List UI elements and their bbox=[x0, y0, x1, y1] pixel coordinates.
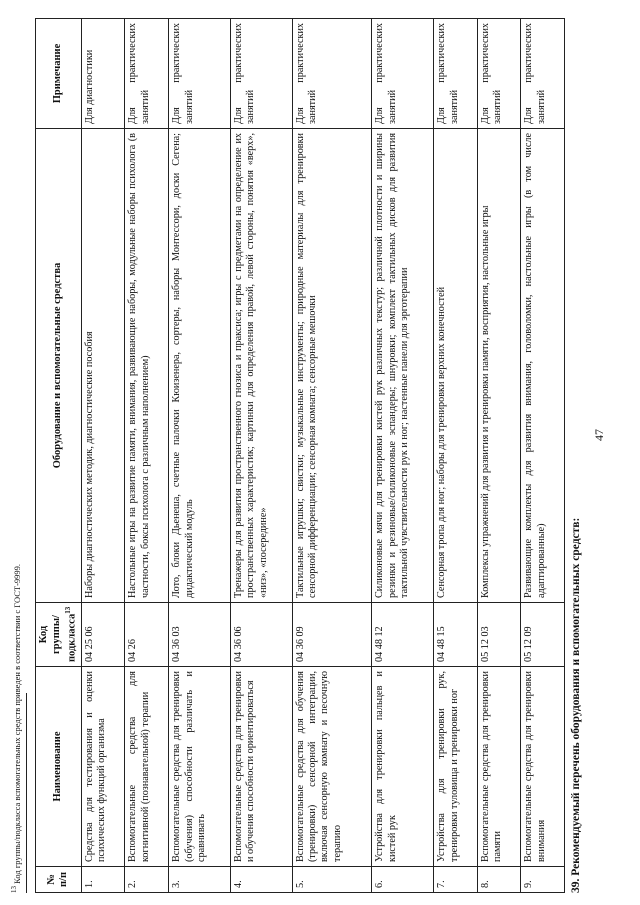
equipment-table bbox=[35, 18, 565, 893]
table-row bbox=[292, 19, 372, 893]
cell-note: Для практических занятий bbox=[125, 19, 169, 129]
page-number: 47 bbox=[592, 429, 606, 441]
table-row bbox=[230, 19, 292, 893]
cell-equipment: Тренажеры для развития пространственного гнозиса и праксиса; игры с предметами на определение их пространственных характеристик; картинки для определения правой, левой стороны, понятия «верх», «низ», «посередине» bbox=[230, 129, 292, 603]
header-num: № п/п bbox=[36, 867, 82, 893]
table-row bbox=[477, 19, 521, 893]
cell-name: Вспомогательные средства для тренировки памяти bbox=[477, 667, 521, 867]
header-code bbox=[36, 603, 82, 667]
cell-name: Вспомогательные средства для обучения (тренировки) сенсорной интеграции, включая сенсорную комнату и песочную терапию bbox=[292, 667, 372, 867]
cell-name: Устройства для тренировки рук, тренировки туловища и тренировки ног bbox=[434, 667, 478, 867]
table-row bbox=[81, 19, 125, 893]
cell-num: 3. bbox=[169, 867, 231, 893]
cell-note: Для диагностики bbox=[81, 19, 125, 129]
header-equipment: Оборудование и вспомогательные средства bbox=[36, 129, 82, 603]
cell-code: 04 26 bbox=[125, 603, 169, 667]
cell-code: 05 12 03 bbox=[477, 603, 521, 667]
cell-num: 7. bbox=[434, 867, 478, 893]
cell-num: 8. bbox=[477, 867, 521, 893]
cell-name: Вспомогательные средства для тренировки внимания bbox=[521, 667, 565, 867]
cell-num: 2. bbox=[125, 867, 169, 893]
cell-note: Для практических занятий bbox=[169, 19, 231, 129]
cell-note: Для практических занятий bbox=[230, 19, 292, 129]
cell-code: 04 36 09 bbox=[292, 603, 372, 667]
cell-code: 05 12 09 bbox=[521, 603, 565, 667]
cell-equipment: Настольные игры на развитие памяти, внимания, развивающие наборы, модульные наборы психолога (в частности, боксы психолога с различным наполнением) bbox=[125, 129, 169, 603]
cell-name: Вспомогательные средства для тренировки и обучения способности ориентироваться bbox=[230, 667, 292, 867]
header-code-label: Код группы/подкласса bbox=[38, 613, 78, 662]
cell-note: Для практических занятий bbox=[372, 19, 434, 129]
cell-num: 1. bbox=[81, 867, 125, 893]
header-name: Наименование bbox=[36, 667, 82, 867]
cell-name: Средства для тестирования и оценки психических функций организма bbox=[81, 667, 125, 867]
cell-equipment: Сенсорная тропа для ног; наборы для тренировки верхних конечностей bbox=[434, 129, 478, 603]
footnote-text: Код группы/подкласса вспомогательных средств приведен в соответствии с ГОСТ-9999. bbox=[11, 563, 22, 884]
cell-code: 04 36 06 bbox=[230, 603, 292, 667]
cell-equipment: Развивающие комплекты для развития внимания, головоломки, настольные игры (в том числе адаптированные) bbox=[521, 129, 565, 603]
cell-num: 6. bbox=[372, 867, 434, 893]
header-code-footnote-marker: 13 bbox=[63, 606, 72, 614]
cell-note: Для практических занятий bbox=[292, 19, 372, 129]
table-row bbox=[372, 19, 434, 893]
footnote-divider bbox=[26, 693, 27, 893]
cell-note: Для практических занятий bbox=[477, 19, 521, 129]
cell-equipment: Наборы диагностических методик, диагностические пособия bbox=[81, 129, 125, 603]
cell-name: Вспомогательные средства для тренировки (обучения) способности различать и сравнивать bbox=[169, 667, 231, 867]
cell-equipment: Силиконовые мячи для тренировки кистей рук различных текстур; различной плотности и ширины резинки и резиновые/силиконовые эспандеры; шнуровки; комплект тактильных дисков для развития тактильной чувствительности рук и ног; настенные панели для эрготерапии bbox=[372, 129, 434, 603]
table-row bbox=[169, 19, 231, 893]
table-header-row bbox=[36, 19, 82, 893]
cell-name: Устройства для тренировки пальцев и кистей рук bbox=[372, 667, 434, 867]
footnote-marker: 13 bbox=[10, 886, 18, 893]
cell-code: 04 36 03 bbox=[169, 603, 231, 667]
cell-code: 04 48 12 bbox=[372, 603, 434, 667]
cell-name: Вспомогательные средства для когнитивной (познавательной) терапии bbox=[125, 667, 169, 867]
table-row bbox=[521, 19, 565, 893]
cell-equipment: Комплексы упражнений для развития и тренировки памяти, восприятия, настольные игры bbox=[477, 129, 521, 603]
header-note: Примечание bbox=[36, 19, 82, 129]
cell-equipment: Тактильные игрушки; свистки; музыкальные инструменты; природные материалы для тренировки сенсорной дифференциации; сенсорная комната; сенсорные мешочки bbox=[292, 129, 372, 603]
cell-num: 4. bbox=[230, 867, 292, 893]
table-row bbox=[434, 19, 478, 893]
table-row bbox=[125, 19, 169, 893]
cell-code: 04 25 06 bbox=[81, 603, 125, 667]
section-title: 39. Рекомендуемый перечень оборудования и вспомогательных средств: bbox=[570, 517, 582, 893]
cell-num: 9. bbox=[521, 867, 565, 893]
cell-code: 04 48 15 bbox=[434, 603, 478, 667]
cell-num: 5. bbox=[292, 867, 372, 893]
footnote bbox=[10, 564, 22, 893]
cell-note: Для практических занятий bbox=[434, 19, 478, 129]
cell-equipment: Лото, блоки Дьенеша, счетные палочки Кюизенера, сортеры, наборы Монтессори, доски Сегена; дидактический модуль bbox=[169, 129, 231, 603]
cell-note: Для практических занятий bbox=[521, 19, 565, 129]
